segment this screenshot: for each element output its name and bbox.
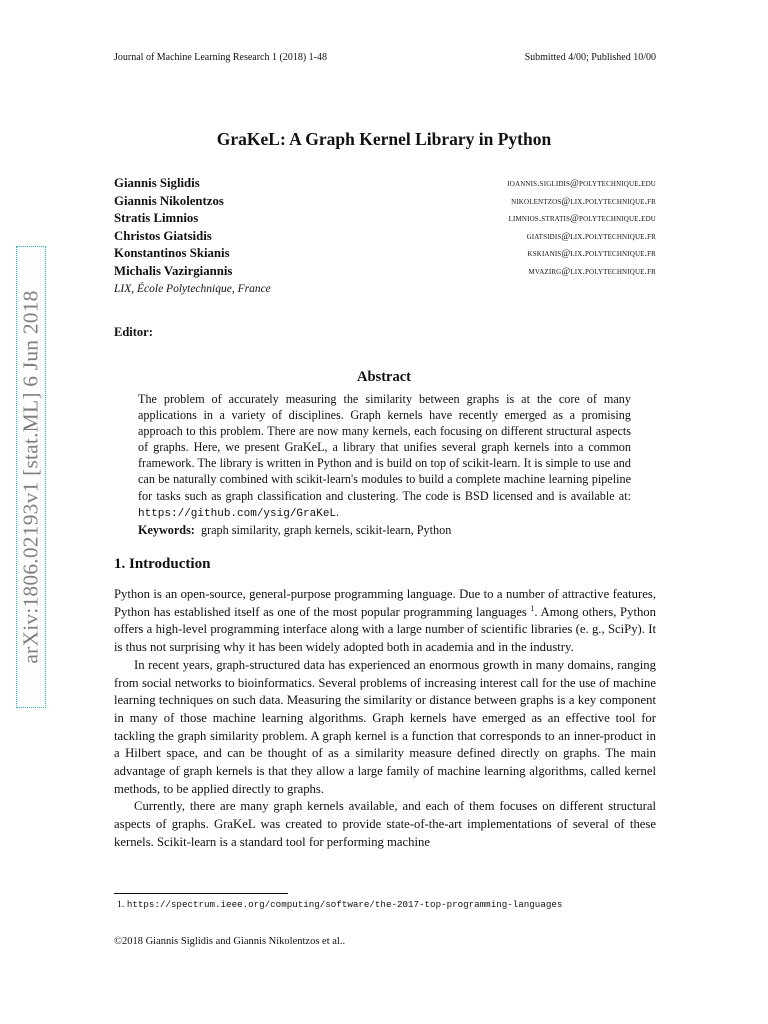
footnote-number: 1. xyxy=(117,899,125,910)
author-row xyxy=(114,263,656,281)
author-name: Michalis Vazirgiannis xyxy=(114,263,233,278)
footnote-rule xyxy=(114,893,288,894)
paragraph-2: In recent years, graph-structured data has experienced an enormous growth in many domains, ranging from social networks to bioinformatics. Several problems of increasing interest call for the use of machine learning techniques on such data. Measuring the similarity or distance between graphs is a key component in many of those machine learning algorithms. Graph kernels have emerged as an effective tool for tackling the graph similarity problem. A graph kernel is a function that corresponds to an inner-product in a Hilbert space, and can be thought of as a similarity measure defined directly on graphs. The main advantage of graph kernels is that they allow a large family of machine learning algorithms, called kernel methods, to be applied directly to graphs. xyxy=(114,657,656,796)
author-email: ioannis.siglidis@polytechnique.edu xyxy=(507,178,656,189)
paragraph-text: . Among others, Python offers a high-level programming interface along with a large number of scientific libraries (e. g., SciPy). It is thus not surprising why it has been widely adopted both in academia and in the industry. xyxy=(114,604,656,655)
author-email: giatsidis@lix.polytechnique.fr xyxy=(526,230,656,242)
author-row xyxy=(114,228,656,246)
author-email: limnios.stratis@polytechnique.edu xyxy=(508,213,656,225)
author-email: kskianis@lix.polytechnique.fr xyxy=(527,248,656,260)
author-name: Stratis Limnios xyxy=(114,211,199,226)
footnote-marker[interactable]: 1 xyxy=(530,603,535,613)
author-name: Giannis Nikolentzos xyxy=(114,193,224,208)
author-email: nikolentzos@lix.polytechnique.fr xyxy=(511,195,656,207)
author-name: Giannis Siglidis xyxy=(114,176,200,190)
footnote-url-link[interactable]: https://spectrum.ieee.org/computing/software/the-2017-top-programming-languages xyxy=(126,899,563,910)
copyright-notice: ©2018 Giannis Siglidis and Giannis Nikolentzos et al.. xyxy=(114,936,346,947)
author-email: mvazirg@lix.polytechnique.fr xyxy=(528,265,656,277)
journal-header: Journal of Machine Learning Research 1 (2018) 1-48 xyxy=(114,52,327,63)
author-row xyxy=(114,175,656,193)
section-body xyxy=(114,586,656,852)
keywords-line xyxy=(138,522,631,538)
abstract-body xyxy=(138,391,631,538)
author-name: Christos Giatsidis xyxy=(114,228,212,243)
paragraph-text: Python is an open-source, general-purpose programming language. Due to a number of attractive features, Python has established itself as one of the most popular programming languages xyxy=(114,587,656,619)
paragraph-1 xyxy=(114,586,656,657)
editor-label: Editor: xyxy=(114,325,153,339)
code-url-link[interactable]: https://github.com/ysig/GraKeL xyxy=(138,507,337,520)
affiliation: LIX, École Polytechnique, France xyxy=(114,282,271,295)
author-row xyxy=(114,210,656,228)
section-heading: 1. Introduction xyxy=(114,556,211,572)
keywords: graph similarity, graph kernels, scikit-learn, Python xyxy=(200,522,452,537)
arxiv-identifier[interactable]: arXiv:1806.02193v1 [stat.ML] 6 Jun 2018 xyxy=(18,290,43,664)
submission-dates: Submitted 4/00; Published 10/00 xyxy=(524,52,656,63)
abstract-paragraph: The problem of accurately measuring the similarity between graphs is at the core of many applications in a variety of disciplines. Graph kernels have recently emerged as a promising approach to this problem. There are now many kernels, each focusing on different structural aspects of graphs. Here, we present GraKeL, a library that unifies several graph kernels into a common framework. The library is written in Python and is build on top of scikit-learn. It is simple to use and can be naturally combined with scikit-learn's modules to build a complete machine learning pipeline for tasks such as graph classification and clustering. The code is BSD licensed and is available at: xyxy=(138,392,631,503)
paragraph-3: Currently, there are many graph kernels available, and each of them focuses on different structural aspects of graphs. GraKeL was created to provide state-of-the-art implementations of several of these kernels. Scikit-learn is a standard tool for performing machine xyxy=(114,799,656,849)
abstract-heading: Abstract xyxy=(357,369,411,385)
author-row xyxy=(114,245,656,263)
author-name: Konstantinos Skianis xyxy=(114,246,230,261)
footnote xyxy=(117,899,562,910)
paper-title: GraKeL: A Graph Kernel Library in Python xyxy=(216,129,552,149)
abstract-end: . xyxy=(336,504,340,519)
author-row xyxy=(114,193,656,211)
author-list xyxy=(114,175,656,298)
keywords-label: Keywords: xyxy=(138,522,195,537)
abstract-text xyxy=(138,391,631,522)
